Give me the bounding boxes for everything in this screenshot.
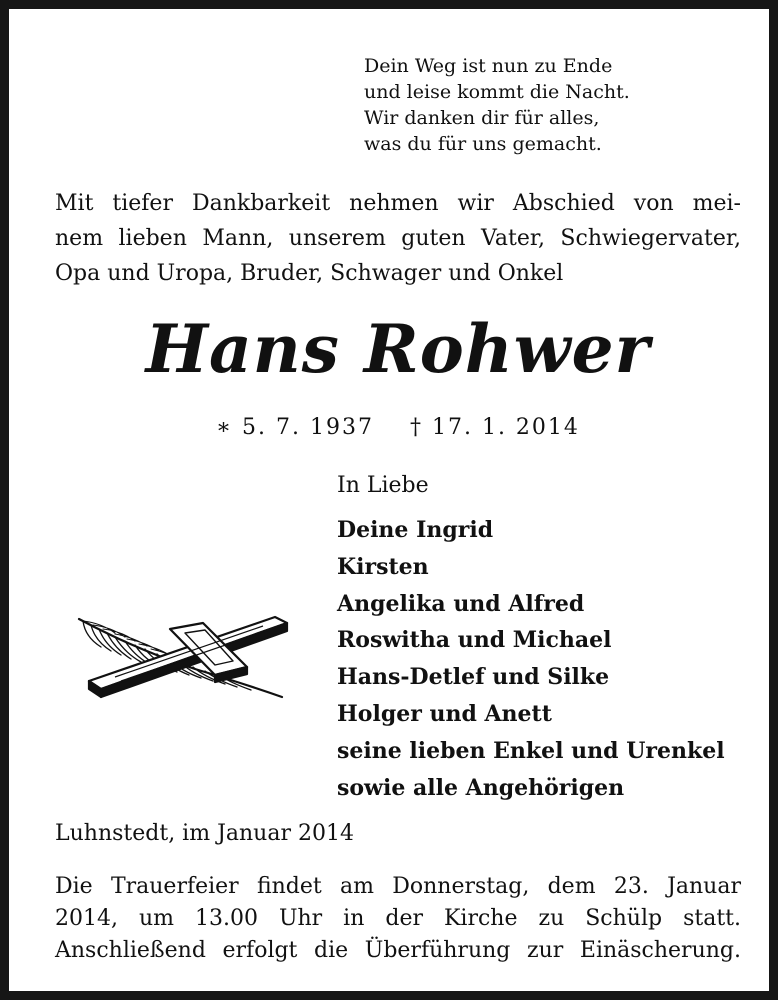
intro-line: Mit tiefer Dankbarkeit nehmen wir Abschied von mei-	[55, 191, 741, 216]
intro-line: nem lieben Mann, unserem guten Vater, Schwiegervater,	[55, 226, 741, 251]
mourner-name: seine lieben Enkel und Urenkel	[337, 737, 725, 764]
cross-icon	[89, 617, 287, 697]
mourner-name: Angelika und Alfred	[337, 590, 585, 617]
funeral-line: Anschließend erfolgt die Überführung zur Einäscherung.	[55, 938, 741, 963]
intro-line: Opa und Uropa, Bruder, Schwager und Onkel	[55, 261, 564, 286]
intro-text	[55, 186, 741, 291]
poem-line: und leise kommt die Nacht.	[364, 81, 630, 103]
poem	[364, 53, 630, 157]
poem-line: was du für uns gemacht.	[364, 133, 602, 155]
mourner-name: Roswitha und Michael	[337, 627, 612, 654]
funeral-line: 2014, um 13.00 Uhr in der Kirche zu Schülp statt.	[55, 906, 741, 931]
funeral-notice	[55, 871, 741, 967]
life-dates	[9, 415, 778, 440]
mourner-name: Holger und Anett	[337, 700, 552, 727]
mourners-list	[337, 512, 725, 806]
mourner-name: Deine Ingrid	[337, 517, 494, 543]
birth-date: ∗ 5. 7. 1937	[216, 415, 374, 440]
place-and-date: Luhnstedt, im Januar 2014	[55, 821, 354, 846]
cross-with-palm-frond-icon	[75, 609, 305, 704]
deceased-name: Hans Rohwer	[145, 310, 651, 388]
death-date: † 17. 1. 2014	[409, 415, 580, 440]
poem-line: Wir danken dir für alles,	[364, 107, 600, 129]
mourners-heading: In Liebe	[337, 473, 429, 498]
poem-line: Dein Weg ist nun zu Ende	[364, 55, 613, 77]
funeral-line: Die Trauerfeier findet am Donnerstag, dem 23. Januar	[55, 874, 741, 899]
mourner-name: Kirsten	[337, 553, 429, 580]
mourner-name: Hans-Detlef und Silke	[337, 664, 610, 691]
mourner-name: sowie alle Angehörigen	[337, 774, 625, 801]
